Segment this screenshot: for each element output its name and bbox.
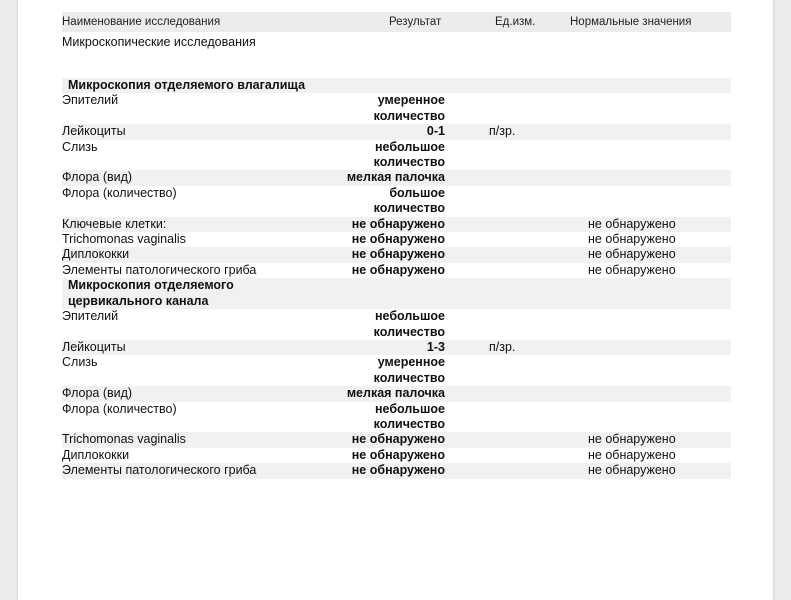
- test-name: Лейкоциты: [62, 339, 126, 354]
- test-result: умеренное количество: [373, 93, 445, 123]
- category-row: [62, 32, 731, 52]
- test-result: небольшое количество: [373, 401, 445, 431]
- test-norm: не обнаружено: [588, 216, 676, 231]
- results-table: [62, 12, 731, 479]
- document-page: [18, 0, 773, 600]
- table-row: [62, 217, 731, 232]
- test-name: Ключевые клетки:: [62, 216, 167, 231]
- table-row: [62, 247, 731, 262]
- test-name: Флора (количество): [62, 185, 177, 200]
- test-name: Флора (вид): [62, 170, 133, 185]
- test-result: не обнаружено: [351, 247, 445, 262]
- table-row: [62, 263, 731, 278]
- test-result: не обнаружено: [351, 463, 445, 478]
- test-norm: не обнаружено: [588, 232, 676, 247]
- header-norm: Нормальные значения: [570, 16, 692, 28]
- test-unit: п/зр.: [489, 339, 516, 354]
- table-row: [62, 140, 731, 171]
- test-name: Слизь: [62, 355, 98, 370]
- test-result: 1-3: [426, 339, 445, 354]
- test-result: не обнаружено: [351, 232, 445, 247]
- test-name: Флора (количество): [62, 401, 177, 416]
- test-norm: не обнаружено: [588, 463, 676, 478]
- test-name: Диплококки: [62, 447, 130, 462]
- test-result: не обнаружено: [351, 432, 445, 447]
- table-row: [62, 124, 731, 139]
- test-norm: не обнаружено: [588, 262, 676, 277]
- sections-container: [62, 78, 731, 479]
- test-name: Флора (вид): [62, 386, 133, 401]
- test-name: Элементы патологического гриба: [62, 262, 257, 277]
- table-row: [62, 448, 731, 463]
- table-header: [62, 12, 731, 32]
- test-name: Лейкоциты: [62, 124, 126, 139]
- table-row: [62, 432, 731, 447]
- table-row: [62, 186, 731, 217]
- test-result: мелкая палочка: [346, 386, 445, 401]
- test-result: 0-1: [426, 124, 445, 139]
- test-result: умеренное количество: [373, 355, 445, 385]
- table-row: [62, 340, 731, 355]
- table-row: [62, 232, 731, 247]
- test-result: не обнаружено: [351, 216, 445, 231]
- test-name: Эпителий: [62, 93, 119, 108]
- test-result: небольшое количество: [373, 309, 445, 339]
- table-row: [62, 463, 731, 478]
- test-name: Эпителий: [62, 309, 119, 324]
- section-title: Микроскопия отделяемого цервикального канала: [68, 278, 234, 308]
- category-title: Микроскопические исследования: [62, 35, 256, 49]
- test-name: Диплококки: [62, 247, 130, 262]
- test-result: не обнаружено: [351, 447, 445, 462]
- header-result: Результат: [389, 16, 442, 28]
- test-name: Слизь: [62, 139, 98, 154]
- table-row: [62, 355, 731, 386]
- test-result: небольшое количество: [373, 139, 445, 170]
- test-name: Trichomonas vaginalis: [62, 432, 186, 447]
- test-result: мелкая палочка: [346, 170, 445, 185]
- section-header: [62, 78, 731, 93]
- test-norm: не обнаружено: [588, 247, 676, 262]
- spacer: [62, 52, 731, 78]
- table-row: [62, 309, 731, 340]
- test-norm: не обнаружено: [588, 447, 676, 462]
- header-unit: Ед.изм.: [495, 16, 536, 28]
- test-result: большое количество: [373, 185, 445, 216]
- table-row: [62, 386, 731, 401]
- section-title: Микроскопия отделяемого влагалища: [68, 78, 306, 92]
- test-name: Trichomonas vaginalis: [62, 232, 186, 247]
- test-name: Элементы патологического гриба: [62, 463, 257, 478]
- test-result: не обнаружено: [351, 262, 445, 277]
- test-unit: п/зр.: [489, 124, 516, 139]
- section-header: [62, 278, 731, 309]
- table-row: [62, 93, 731, 124]
- test-norm: не обнаружено: [588, 432, 676, 447]
- table-row: [62, 170, 731, 185]
- table-row: [62, 402, 731, 433]
- header-name: Наименование исследования: [62, 16, 221, 28]
